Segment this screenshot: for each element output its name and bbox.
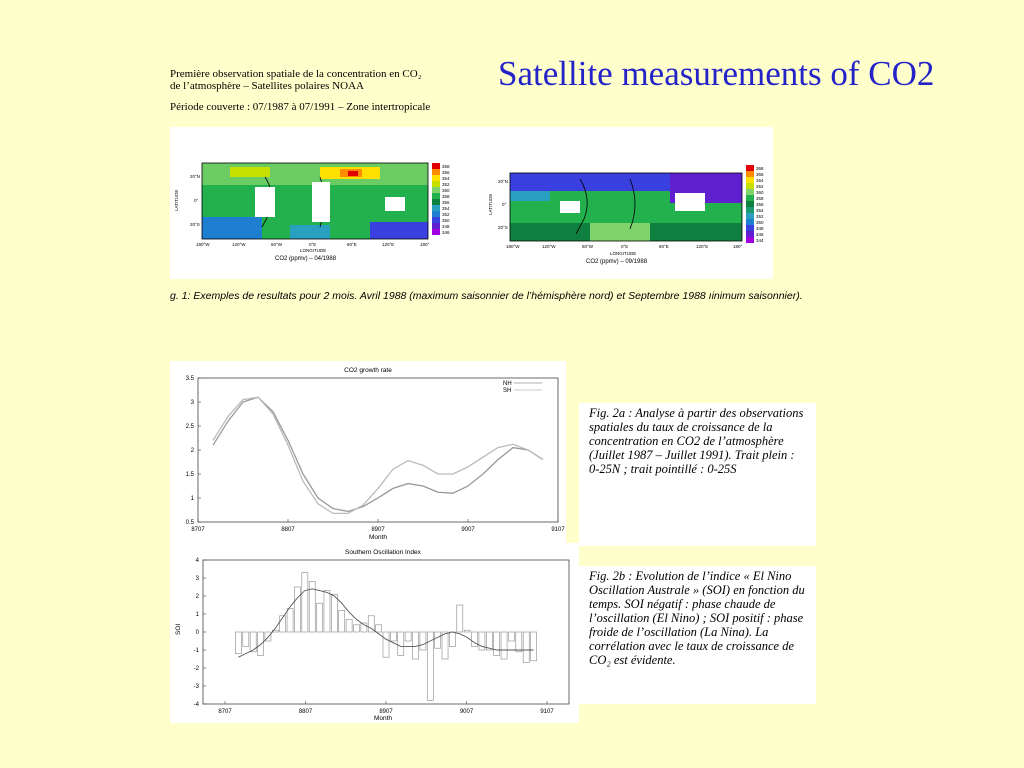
map-september-1988 — [488, 165, 764, 265]
map2-lon-tick: 180°W — [506, 244, 520, 249]
chart2-bar — [464, 630, 470, 632]
chart2-bar — [420, 632, 426, 650]
chart2-bar — [346, 619, 352, 632]
map-april-1988 — [174, 163, 450, 262]
chart1-legend — [503, 381, 542, 394]
chart1-x-tick-label: 8907 — [371, 527, 385, 533]
chart2-ylabel: SOI — [175, 623, 182, 635]
chart2-bar — [442, 632, 448, 659]
map2-lon-tick: 60°W — [582, 244, 594, 249]
map2-legend-label: 362 — [756, 184, 764, 189]
map2-legend-label: 364 — [756, 178, 764, 183]
map1-ylabel: LATITUDE — [174, 189, 179, 211]
chart1-y-tick-label: 1 — [190, 496, 194, 502]
co2-growth-chart-panel — [170, 361, 566, 543]
chart1-y-tick-label: 0.5 — [185, 520, 194, 526]
map1-xlabel: LONGITUDE — [300, 248, 327, 253]
map2-legend-label: 356 — [756, 202, 764, 207]
chart1-title: CO2 growth rate — [344, 367, 392, 374]
chart1-x-tick-label: 8807 — [281, 527, 295, 533]
chart2-bar — [390, 632, 396, 641]
map2-lon-tick: 0°E — [621, 244, 629, 249]
map1-legend-label: 354 — [442, 206, 450, 211]
chart2-bar — [243, 632, 249, 646]
map1-lon-tick: 180° — [420, 242, 430, 247]
chart1-y-tick-label: 2.5 — [185, 424, 194, 430]
map1-lat-tick: 20°S — [190, 222, 200, 227]
map1-legend-label: 356 — [442, 200, 450, 205]
chart2-bar — [405, 632, 411, 641]
map1-caption: CO2 (ppmv) – 04/1988 — [275, 256, 337, 262]
map2-lat-tick: 0° — [502, 202, 507, 207]
chart2-bar — [302, 573, 308, 632]
chart1-legend-nh: NH — [503, 381, 512, 387]
map2-lon-tick: 60°E — [659, 244, 669, 249]
map2-legend — [746, 165, 764, 243]
map2-lat-tick: 20°S — [498, 225, 508, 230]
fig2b-caption: Fig. 2b : Evolution de l’indice « El Nino Oscillation Australe » (SOI) en fonction du temps. SOI négatif : phase chaude de l’oscillation (El Nino) ; SOI positif : phase froide de l’oscillation (La Nina). La corrélation avec le taux de croissance de CO₂ est évidente. — [589, 569, 805, 667]
map1-legend-label: 350 — [442, 188, 450, 193]
chart2-bar — [339, 610, 345, 632]
map2-caption: CO2 (ppmv) – 09/1988 — [586, 259, 648, 265]
chart2-y-tick-label: -2 — [193, 666, 199, 672]
chart2-y-tick-label: 4 — [195, 558, 199, 564]
map1-legend-label: 352 — [442, 212, 450, 217]
chart1-x-tick-label: 9107 — [551, 527, 565, 533]
chart1-y-tick-label: 3.5 — [185, 376, 194, 382]
chart2-bar — [287, 609, 293, 632]
chart2-x-tick-label: 8707 — [218, 709, 232, 715]
chart1-x-tick-label: 9007 — [461, 527, 475, 533]
map2-legend-label: 346 — [756, 232, 764, 237]
map1-legend-label: 358 — [442, 164, 450, 169]
fig2a-caption: Fig. 2a : Analyse à partir des observations spatiales du taux de croissance de la concentration en CO2 de l’atmosphère (Juillet 1987 – Juillet 1991). Trait plein : 0-25N ; trait pointillé : 0-25S — [589, 406, 804, 476]
chart2-bar — [398, 632, 404, 655]
map2-legend-label: 350 — [756, 220, 764, 225]
fig1-caption: g. 1: Exemples de resultats pour 2 mois. Avril 1988 (maximum saisonnier de l’hémisphère nord) et Septembre 1988 ıinimum saisonnier). — [170, 290, 803, 302]
chart1-y-tick-label: 3 — [190, 400, 194, 406]
chart2-x-tick-label: 9007 — [459, 709, 474, 715]
map2-lat-tick: 20°N — [498, 179, 509, 184]
chart1-series-sh — [213, 397, 543, 513]
chart2-y-tick-label: -3 — [193, 684, 199, 690]
chart2-bar — [523, 632, 529, 663]
chart1-y-tick-label: 1.5 — [185, 472, 194, 478]
chart2-bar — [258, 632, 264, 655]
chart2-bar — [353, 625, 359, 632]
chart2-bar — [324, 591, 330, 632]
map1-lon-tick: 0°E — [309, 242, 317, 247]
chart1-series-nh — [213, 397, 543, 511]
chart2-y-tick-label: 3 — [195, 576, 199, 582]
chart1-legend-sh: SH — [503, 388, 512, 394]
chart2-bar — [331, 594, 337, 632]
map1-legend-label: 350 — [442, 218, 450, 223]
co2-maps-figure — [170, 127, 773, 279]
map1-lat-tick: 20°N — [190, 174, 201, 179]
soi-chart-panel — [170, 543, 579, 723]
map1-legend-label: 346 — [442, 230, 450, 235]
chart2-bar — [531, 632, 537, 661]
map2-legend-label: 354 — [756, 208, 764, 213]
map1-legend-label: 356 — [442, 170, 450, 175]
soi-chart — [170, 543, 579, 723]
chart2-bar — [294, 587, 300, 632]
chart1-xlabel: Month — [368, 534, 388, 541]
co2-growth-chart — [170, 361, 566, 543]
chart2-bar — [508, 632, 514, 641]
header-line-2: de l’atmosphère – Satellites polaires NOAA — [170, 80, 364, 92]
chart2-bar — [435, 632, 441, 648]
map1-lon-tick: 60°E — [347, 242, 357, 247]
map2-legend-label: 368 — [756, 166, 764, 171]
map2-legend-label: 344 — [756, 238, 764, 243]
chart2-bar — [494, 632, 500, 655]
chart2-bar — [457, 605, 463, 632]
map2-legend-label: 366 — [756, 172, 764, 177]
chart2-x-tick-label: 8807 — [298, 709, 313, 715]
chart2-y-tick-label: 2 — [195, 594, 199, 600]
chart2-bar — [449, 632, 455, 646]
map1-legend-label: 348 — [442, 224, 450, 229]
map1-legend-label: 358 — [442, 194, 450, 199]
map2-legend-label: 352 — [756, 214, 764, 219]
map2-legend-label: 360 — [756, 190, 764, 195]
chart2-y-tick-label: -1 — [193, 648, 199, 654]
chart2-bar — [383, 632, 389, 657]
map1-legend — [432, 163, 450, 235]
map2-lon-tick: 180° — [733, 244, 743, 249]
chart2-trend-line — [238, 589, 533, 657]
chart2-xlabel: Month — [373, 715, 393, 722]
chart2-bar — [317, 603, 323, 632]
chart2-bar — [235, 632, 241, 654]
chart1-y-tick-label: 2 — [190, 448, 194, 454]
map2-lon-tick: 120°E — [696, 244, 709, 249]
map1-lon-tick: 120°E — [382, 242, 395, 247]
map1-lon-tick: 60°W — [271, 242, 283, 247]
header-line-1: Première observation spatiale de la concentration en CO₂ — [170, 68, 422, 80]
map1-lat-tick: 0° — [194, 198, 199, 203]
map1-legend-label: 354 — [442, 176, 450, 181]
chart2-bar — [501, 632, 507, 659]
map2-legend-label: 348 — [756, 226, 764, 231]
chart2-x-tick-label: 9107 — [540, 709, 554, 715]
map1-legend-label: 352 — [442, 182, 450, 187]
slide-title: Satellite measurements of CO2 — [498, 54, 935, 93]
chart2-x-tick-label: 8907 — [379, 709, 393, 715]
map1-lon-tick: 120°W — [232, 242, 246, 247]
chart2-y-tick-label: 0 — [195, 630, 199, 636]
map2-legend-label: 358 — [756, 196, 764, 201]
chart2-bar — [516, 632, 522, 652]
fig2b-caption-box — [579, 566, 816, 704]
map1-lon-tick: 180°W — [196, 242, 210, 247]
map2-lon-tick: 120°W — [542, 244, 556, 249]
chart2-y-tick-label: -4 — [193, 702, 199, 708]
chart2-y-tick-label: 1 — [195, 612, 199, 618]
co2-maps-panel — [170, 127, 773, 279]
fig2a-caption-box — [579, 403, 816, 546]
chart2-title: Southern Oscillation Index — [345, 549, 421, 556]
header-line-3: Période couverte : 07/1987 à 07/1991 – Zone intertropicale — [170, 101, 431, 113]
map2-xlabel: LONGITUDE — [610, 251, 637, 256]
chart1-x-tick-label: 8707 — [191, 527, 205, 533]
chart2-bar — [376, 625, 382, 632]
map2-ylabel: LATITUDE — [488, 193, 493, 215]
